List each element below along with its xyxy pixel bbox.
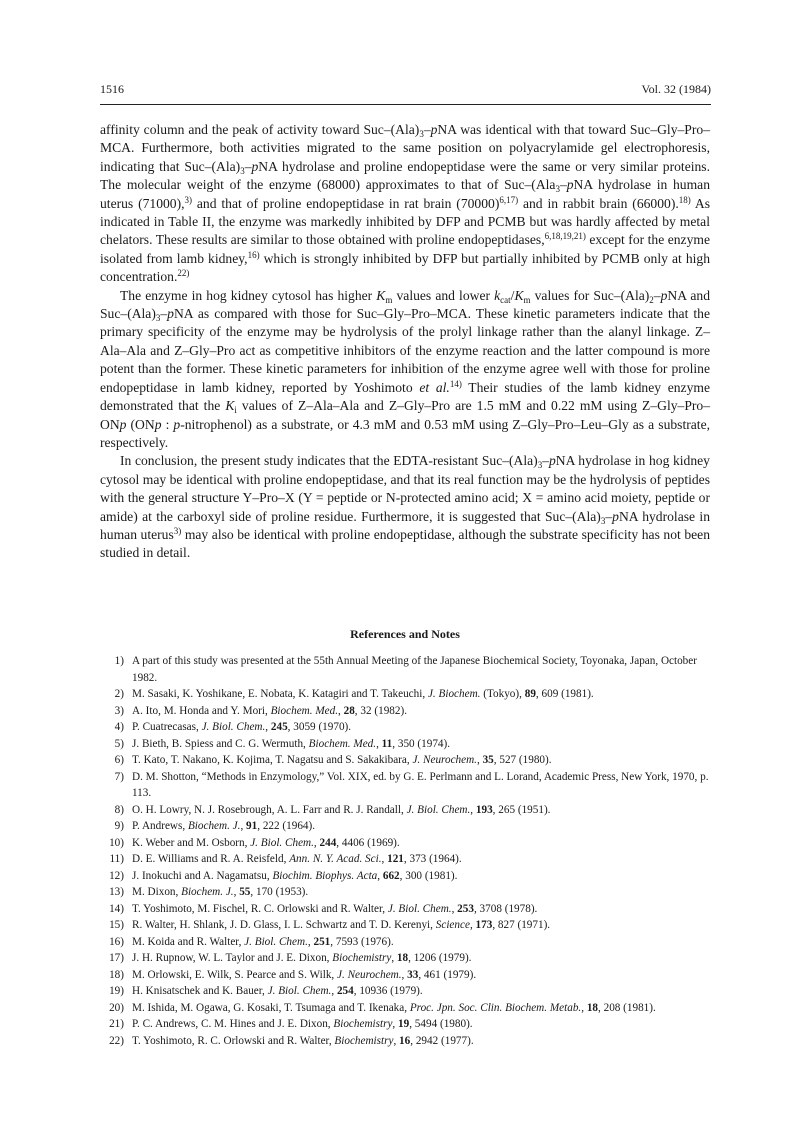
reference-text: J. Inokuchi and A. Nagamatsu, <box>132 869 273 882</box>
references-heading: References and Notes <box>350 627 460 641</box>
reference-text: T. Yoshimoto, R. C. Orlowski and R. Walter, <box>132 1034 335 1047</box>
reference-item <box>100 1033 712 1050</box>
reference-text: , <box>581 1001 587 1014</box>
journal-name: J. Biol. Chem. <box>201 721 266 733</box>
journal-name: Biochem. Med. <box>308 737 377 750</box>
reference-number: 15) <box>109 919 124 931</box>
reference-number: 19) <box>109 985 124 997</box>
reference-item <box>100 769 712 802</box>
volume-number: 91 <box>246 820 258 832</box>
reference-text: , 5494 (1980). <box>409 1018 473 1030</box>
text-run: may also be identical with proline endopeptidase, although the substrate specificity has not been studied in detail. <box>100 526 710 561</box>
subscript: m <box>385 294 393 305</box>
text-run: – <box>423 122 431 137</box>
reference-text: , 827 (1971). <box>492 919 551 931</box>
italic-text: p <box>566 177 574 193</box>
subscript: 3 <box>155 313 161 324</box>
reference-item <box>100 950 712 967</box>
text-run: NA hydrolase in human uterus <box>100 508 710 542</box>
text-run: values for Suc–(Ala) <box>530 287 650 303</box>
volume-number: 16 <box>399 1034 411 1047</box>
reference-text: M. Orlowski, E. Wilk, S. Pearce and S. Wilk, <box>132 968 338 981</box>
volume-number: 19 <box>398 1018 410 1030</box>
volume-number: 173 <box>475 919 493 931</box>
subscript: 2 <box>649 294 654 305</box>
reference-item <box>100 653 712 686</box>
reference-number: 22) <box>109 1034 124 1047</box>
reference-text: , <box>331 985 337 997</box>
journal-name: Biochem. J. <box>187 820 241 832</box>
reference-item <box>100 686 712 703</box>
italic-text: p <box>612 508 619 524</box>
reference-text: , <box>393 1034 400 1047</box>
journal-name: J. Biol. Chem. <box>244 935 308 948</box>
text-run: – <box>244 158 252 174</box>
italic-text: p <box>430 122 438 137</box>
text-run: which is strongly inhibited by DFP but partially inhibited by PCMB only at high concentration. <box>100 250 710 285</box>
reference-item <box>100 1000 712 1017</box>
reference-text: M. Ishida, M. Ogawa, G. Kosaki, T. Tsumaga and T. Ikenaka, <box>132 1001 410 1014</box>
reference-text: , 10936 (1979). <box>353 985 423 997</box>
volume-number: 89 <box>524 688 536 700</box>
subscript: 3 <box>600 515 606 526</box>
reference-item <box>100 736 712 753</box>
italic-text: p <box>251 158 259 174</box>
italic-text: p <box>119 416 127 432</box>
text-run: In conclusion, the present study indicates that the EDTA-resistant Suc–(Ala) <box>120 453 538 469</box>
text-run: and in rabbit brain (66000). <box>518 195 679 211</box>
reference-text: J. Bieth, B. Spiess and C. G. Wermuth, <box>132 737 309 750</box>
text-run: – <box>605 508 613 524</box>
header-rule <box>100 104 711 105</box>
volume-number: 33 <box>407 968 419 981</box>
volume-number: 253 <box>457 902 474 915</box>
volume-number: 18 <box>396 952 409 964</box>
text-run: values and lower <box>392 287 495 303</box>
reference-text: M. Dixon, <box>132 886 182 898</box>
reference-text: , 7593 (1976). <box>330 935 394 948</box>
reference-number: 2) <box>114 688 124 700</box>
reference-number: 18) <box>109 968 124 981</box>
reference-text: P. Cuatrecasas, <box>132 721 202 733</box>
reference-number: 7) <box>114 770 124 783</box>
volume-number: 251 <box>313 935 331 948</box>
text-run: – <box>559 177 567 193</box>
journal-name: J. Biol. Chem. <box>250 836 314 849</box>
reference-text: M. Sasaki, K. Yoshikane, E. Nobata, K. Katagiri and T. Takeuchi, <box>132 688 428 700</box>
subscript: 3 <box>537 460 543 471</box>
page-number: 1516 <box>100 82 124 96</box>
reference-text: , 170 (1953). <box>250 886 309 898</box>
reference-text: , 3708 (1978). <box>473 902 538 915</box>
journal-name: Biochemistry <box>332 952 392 964</box>
reference-text: , <box>451 902 458 915</box>
volume-number: 28 <box>343 704 355 717</box>
reference-item <box>100 868 712 885</box>
reference-text: , <box>240 820 247 832</box>
reference-item <box>100 884 712 901</box>
reference-item <box>100 983 712 1000</box>
body-text <box>100 121 710 563</box>
journal-name: Biochem. Med. <box>270 704 339 717</box>
reference-item <box>100 1016 712 1033</box>
text-run: values of Z–Ala–Ala and Z–Gly–Pro are 1.5 mM and 0.22 mM using Z–Gly–Pro–ON <box>100 398 711 432</box>
reference-text: H. Knisatschek and K. Bauer, <box>132 985 268 997</box>
volume-number: 121 <box>387 853 404 865</box>
text-run: – <box>653 287 661 303</box>
text-run: NA hydrolase in hog kidney cytosol may be identical with proline endopeptidase, and that its real function may be the hydrolysis of peptides with the general structure Y–Pro–X (Y = peptide or N-protected amino acid; X = amino acid moiety, peptide or amide) at the carboxyl side of proline residue. Furthermore, it is suggested that Suc–(Ala) <box>100 453 710 524</box>
reference-text: , 265 (1951). <box>492 803 551 816</box>
text-run: NA was identical with that toward Suc–Gly–Pro–MCA. Furthermore, both activities migrated to the same position on polyacrylamide gel electrophoresis, indicating that Suc–(Ala) <box>100 122 710 174</box>
journal-name: Science <box>435 919 470 931</box>
reference-number: 9) <box>114 820 124 832</box>
text-run: – <box>160 306 168 322</box>
journal-name: Biochemistry <box>333 1018 393 1030</box>
reference-number: 4) <box>114 721 124 733</box>
citation-superscript: 6,18,19,21) <box>544 231 586 242</box>
reference-text: , <box>476 754 483 766</box>
subscript: i <box>234 405 237 416</box>
reference-item <box>100 835 712 852</box>
paragraph-3 <box>100 452 710 562</box>
paragraph-1 <box>100 121 710 287</box>
journal-name: J. Neurochem. <box>412 754 477 766</box>
reference-text: O. H. Lowry, N. J. Rosebrough, A. L. Farr and R. J. Randall, <box>132 803 407 816</box>
reference-text: , 4406 (1969). <box>336 836 400 849</box>
reference-text: , <box>381 853 388 865</box>
journal-name: Proc. Jpn. Soc. Clin. Biochem. Metab. <box>409 1001 582 1014</box>
reference-number: 8) <box>114 803 124 816</box>
reference-item <box>100 752 712 769</box>
italic-text: K <box>225 398 235 414</box>
reference-number: 17) <box>109 952 124 964</box>
reference-text: , <box>392 1018 399 1030</box>
volume-number: 193 <box>475 803 493 816</box>
reference-text: , 527 (1980). <box>493 754 552 766</box>
subscript: 3 <box>419 129 424 139</box>
italic-text: et al. <box>419 379 450 395</box>
reference-text: , 208 (1981). <box>598 1001 656 1014</box>
reference-text: P. Andrews, <box>132 820 188 832</box>
text-run: As indicated in Table II, the enzyme was markedly inhibited by DFP and PCMB but was hardly affected by metal chelators. These results are similar to those obtained with proline endopeptidases, <box>100 195 710 248</box>
volume-number: 18 <box>586 1001 598 1014</box>
italic-text: p <box>167 306 174 322</box>
reference-item <box>100 802 712 819</box>
journal-name: Biochemistry <box>334 1034 394 1047</box>
journal-name: J. Biol. Chem. <box>267 985 332 997</box>
text-run: NA hydrolase in human uterus (71000), <box>100 177 710 211</box>
reference-item <box>100 719 712 736</box>
citation-superscript: 3) <box>184 194 193 205</box>
text-run: (ON <box>126 416 155 432</box>
reference-number: 12) <box>109 869 124 882</box>
italic-text: K <box>376 287 386 303</box>
subscript: cat <box>500 294 511 305</box>
text-run: except for the enzyme isolated from lamb kidney, <box>100 232 710 266</box>
text-run: The enzyme in hog kidney cytosol has higher <box>120 287 377 303</box>
running-header <box>100 82 711 102</box>
reference-text: , 2942 (1977). <box>410 1034 474 1047</box>
reference-number: 20) <box>109 1001 124 1014</box>
citation-superscript: 6,17) <box>499 194 519 205</box>
journal-name: Ann. N. Y. Acad. Sci. <box>289 853 382 865</box>
reference-text: , <box>313 836 320 849</box>
volume-number: 254 <box>336 985 354 997</box>
reference-text: , 3059 (1970). <box>287 721 352 733</box>
reference-text: , <box>401 968 408 981</box>
reference-number: 6) <box>114 754 124 766</box>
subscript: 3 <box>240 165 245 176</box>
reference-text: , 32 (1982). <box>354 704 407 717</box>
reference-number: 14) <box>109 902 124 915</box>
journal-name: J. Biol. Chem. <box>406 803 471 816</box>
text-run: Their studies of the lamb kidney enzyme demonstrated that the <box>100 379 710 414</box>
reference-text: D. E. Williams and R. A. Reisfeld, <box>132 853 290 865</box>
reference-item <box>100 703 712 720</box>
text-run: : <box>161 416 174 432</box>
reference-item <box>100 967 712 984</box>
citation-superscript: 3) <box>173 525 182 536</box>
italic-text: K <box>514 287 524 303</box>
reference-text: (Tokyo), <box>480 688 525 700</box>
references-list <box>100 653 712 1049</box>
reference-text: , 609 (1981). <box>535 688 594 700</box>
reference-text: , <box>233 886 240 898</box>
italic-text: p <box>154 416 162 432</box>
journal-name: J. Biochem. <box>427 688 481 700</box>
journal-name: J. Neurochem. <box>337 968 402 981</box>
text-run: NA hydrolase and proline endopeptidase were the same or very similar proteins. The molecular weight of the enzyme (68000) approximates to that of Suc–(Ala <box>100 158 710 193</box>
reference-text: A part of this study was presented at the 55th Annual Meeting of the Japanese Biochemical Society, Toyonaka, Japan, October 1982. <box>132 655 697 684</box>
reference-item <box>100 818 712 835</box>
journal-name: J. Biol. Chem. <box>387 902 452 915</box>
reference-number: 13) <box>109 886 124 898</box>
text-run: – <box>542 453 549 469</box>
journal-name: Biochem. J. <box>181 886 234 898</box>
text-run: NA as compared with those for Suc–Gly–Pro–MCA. These kinetic parameters indicate that the primary specificity of the enzyme may be hydrolysis of the prolyl linkage rather than the alanyl linkage. Z–Ala–Ala and Z–Gly–Pro act as competitive inhibitors of the enzyme reaction and the latter compound is more potent than the former. These kinetic parameters for inhibition of the enzyme agree well with those for proline endopeptidase in lamb kidney, reported by Yoshimoto <box>100 306 710 395</box>
reference-text: D. M. Shotton, “Methods in Enzymology,” Vol. XIX, ed. by G. E. Perlmann and L. Lorand, Academic Press, New York, 1970, p. 113. <box>132 770 709 799</box>
reference-text: , <box>338 704 344 717</box>
reference-number: 5) <box>114 737 124 750</box>
volume-number: 11 <box>381 737 393 750</box>
citation-superscript: 14) <box>449 378 462 389</box>
reference-number: 1) <box>114 655 124 667</box>
reference-number: 11) <box>109 853 124 865</box>
reference-text: J. H. Rupnow, W. L. Taylor and J. E. Dixon, <box>132 952 333 964</box>
italic-text: p <box>660 287 668 303</box>
volume-number: 35 <box>482 754 494 766</box>
italic-text: k <box>494 287 501 303</box>
reference-item <box>100 917 712 934</box>
text-run: affinity column and the peak of activity toward Suc–(Ala) <box>100 122 420 137</box>
volume-number: 55 <box>239 886 251 898</box>
reference-text: , <box>265 721 271 733</box>
reference-text: , <box>391 952 397 964</box>
reference-number: 10) <box>109 836 124 849</box>
reference-text: P. C. Andrews, C. M. Hines and J. E. Dixon, <box>132 1018 334 1030</box>
reference-item <box>100 851 712 868</box>
reference-text: , <box>469 919 476 931</box>
text-run: / <box>510 287 515 303</box>
volume-number: 245 <box>270 721 288 733</box>
reference-text: K. Weber and M. Osborn, <box>132 836 251 849</box>
reference-text: T. Yoshimoto, M. Fischel, R. C. Orlowski and R. Walter, <box>132 902 388 915</box>
citation-superscript: 18) <box>678 194 691 205</box>
citation-superscript: 22) <box>177 268 190 279</box>
reference-text: , <box>470 803 476 816</box>
reference-text: , 1206 (1979). <box>408 952 472 964</box>
volume-number: 662 <box>382 869 400 882</box>
journal-name: Biochim. Biophys. Acta <box>272 869 378 882</box>
reference-text: , <box>376 737 382 750</box>
subscript: 3 <box>555 184 560 195</box>
subscript: m <box>523 294 531 305</box>
text-run: NA and Suc–(Ala) <box>100 287 710 322</box>
text-run: -nitrophenol) as a substrate, or 4.3 mM and 0.53 mM using Z–Gly–Pro–Leu–Gly as a substrate, respectively. <box>100 416 711 450</box>
reference-text: , 222 (1964). <box>257 820 316 832</box>
reference-text: R. Walter, H. Shlank, J. D. Glass, I. L. Schwartz and T. D. Kerenyi, <box>132 919 436 931</box>
reference-text: , <box>377 869 383 882</box>
reference-text: M. Koida and R. Walter, <box>132 935 245 948</box>
volume-number: 244 <box>319 836 337 849</box>
reference-text: , 373 (1964). <box>403 853 462 865</box>
reference-text: T. Kato, T. Nakano, K. Kojima, T. Nagatsu and S. Sakakibara, <box>132 754 413 766</box>
reference-number: 3) <box>114 704 124 717</box>
reference-text: A. Ito, M. Honda and Y. Mori, <box>132 704 271 717</box>
reference-number: 16) <box>109 935 124 948</box>
reference-text: , 300 (1981). <box>399 869 458 882</box>
reference-number: 21) <box>109 1018 124 1030</box>
reference-item <box>100 934 712 951</box>
reference-text: , 461 (1979). <box>418 968 477 981</box>
text-run: and that of proline endopeptidase in rat brain (70000) <box>192 195 500 211</box>
paragraph-2 <box>100 287 710 453</box>
reference-text: , 350 (1974). <box>392 737 451 750</box>
reference-item <box>100 901 712 918</box>
italic-text: p <box>549 453 556 469</box>
italic-text: p <box>173 416 181 432</box>
volume-label: Vol. 32 (1984) <box>641 82 711 96</box>
reference-text: , <box>307 935 314 948</box>
citation-superscript: 16) <box>247 249 260 260</box>
